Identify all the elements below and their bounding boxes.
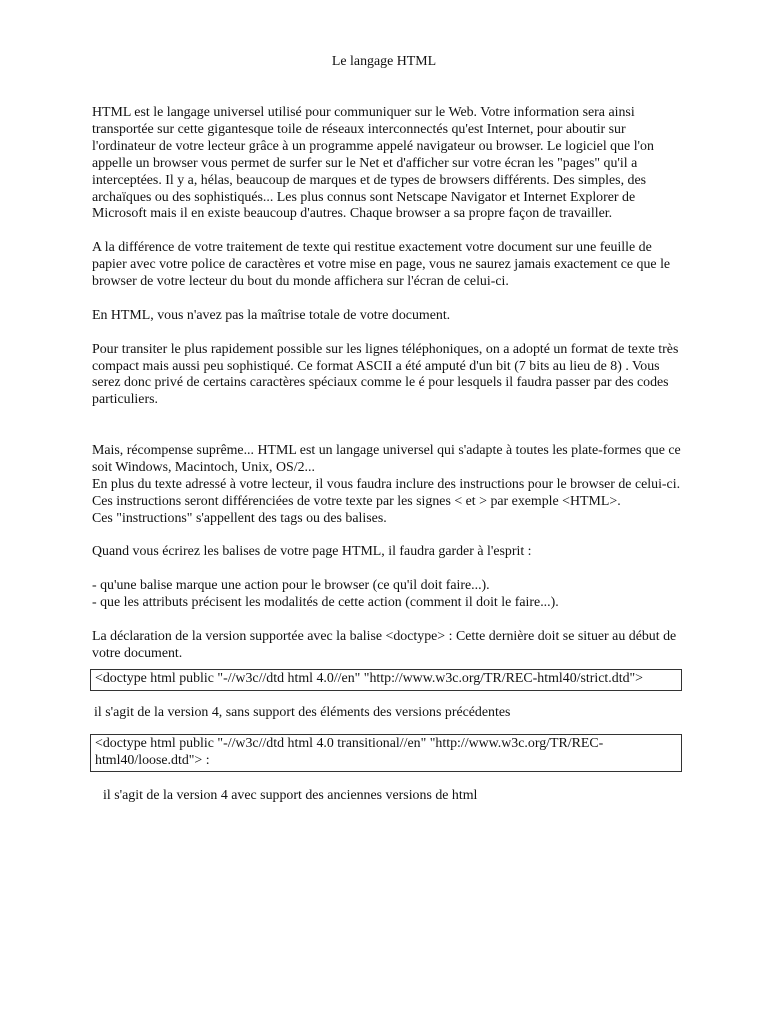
paragraph-doctype: La déclaration de la version supportée avec la balise <doctype> : Cette dernière doit se situer au début de votre document. <box>92 628 677 661</box>
paragraph-control: En HTML, vous n'avez pas la maîtrise totale de votre document. <box>92 307 451 323</box>
paragraph-universal: Mais, récompense suprême... HTML est un langage universel qui s'adapte à toutes les plate-formes que ce soit Windows, Macintoch, Unix, OS/2... <box>92 443 681 475</box>
paragraph-word-processor: A la différence de votre traitement de texte qui restitue exactement votre document sur une feuille de papier avec votre police de caractères et votre mise en page, vous ne saurez jamais exactement ce que le browser de votre lecteur du bout du monde affichera sur l'écran de celui-ci. <box>92 240 671 290</box>
note-transitional: il s'agit de la version 4 avec support des anciennes versions de html <box>103 788 478 804</box>
note-strict: il s'agit de la version 4, sans support des éléments des versions précédentes <box>94 704 511 720</box>
code-box-strict: <doctype html public "-//w3c//dtd html 4.0//en" "http://www.w3c.org/TR/REC-html40/strict.dtd"> <box>90 669 682 691</box>
paragraph-tags: Ces "instructions" s'appellent des tags ou des balises. <box>92 510 387 526</box>
list-item-action: - qu'une balise marque une action pour le browser (ce qu'il doit faire...). <box>92 578 490 594</box>
paragraph-instructions: En plus du texte adressé à votre lecteur, il vous faudra inclure des instructions pour le browser de celui-ci. Ces instructions seront différenciées de votre texte par les signes < et > par exemple <HTML>. <box>92 476 681 509</box>
paragraph-ascii: Pour transiter le plus rapidement possible sur les lignes téléphoniques, on a adopté un format de texte très compact mais aussi peu sophistiqué. Ce format ASCII a été amputé d'un bit (7 bits au lieu de 8) . Vous serez donc privé de certains caractères spéciaux comme le é pour lesquels il faudra passer par des codes particuliers. <box>92 341 679 408</box>
paragraph-intro: HTML est le langage universel utilisé pour communiquer sur le Web. Votre information sera ainsi transportée sur cette gigantesque toile de réseaux interconnectés qu'est Internet, pour aboutir sur l'ordinateur de votre lecteur grâce à un programme appelé navigateur ou browser. Le logiciel que l'on appelle un browser vous permet de surfer sur le Net et d'afficher sur votre écran les "pages" qu'il a interceptées. Il y a, hélas, beaucoup de marques et de types de browsers différents. Des simples, des archaïques ou des sophistiqués... Les plus connus sont Netscape Navigator et Internet Explorer de Microsoft mais il en existe beaucoup d'autres. Chaque browser a sa propre façon de travailler. <box>92 105 654 222</box>
document-body <box>92 105 684 805</box>
page-title: Le langage HTML <box>331 54 437 69</box>
list-item-attributes: - que les attributs précisent les modalités de cette action (comment il doit le faire...). <box>92 595 559 611</box>
code-box-transitional: <doctype html public "-//w3c//dtd html 4.0 transitional//en" "http://www.w3c.org/TR/REC-html40/loose.dtd"> : <box>90 734 682 773</box>
paragraph-remember: Quand vous écrirez les balises de votre page HTML, il faudra garder à l'esprit : <box>92 544 532 560</box>
